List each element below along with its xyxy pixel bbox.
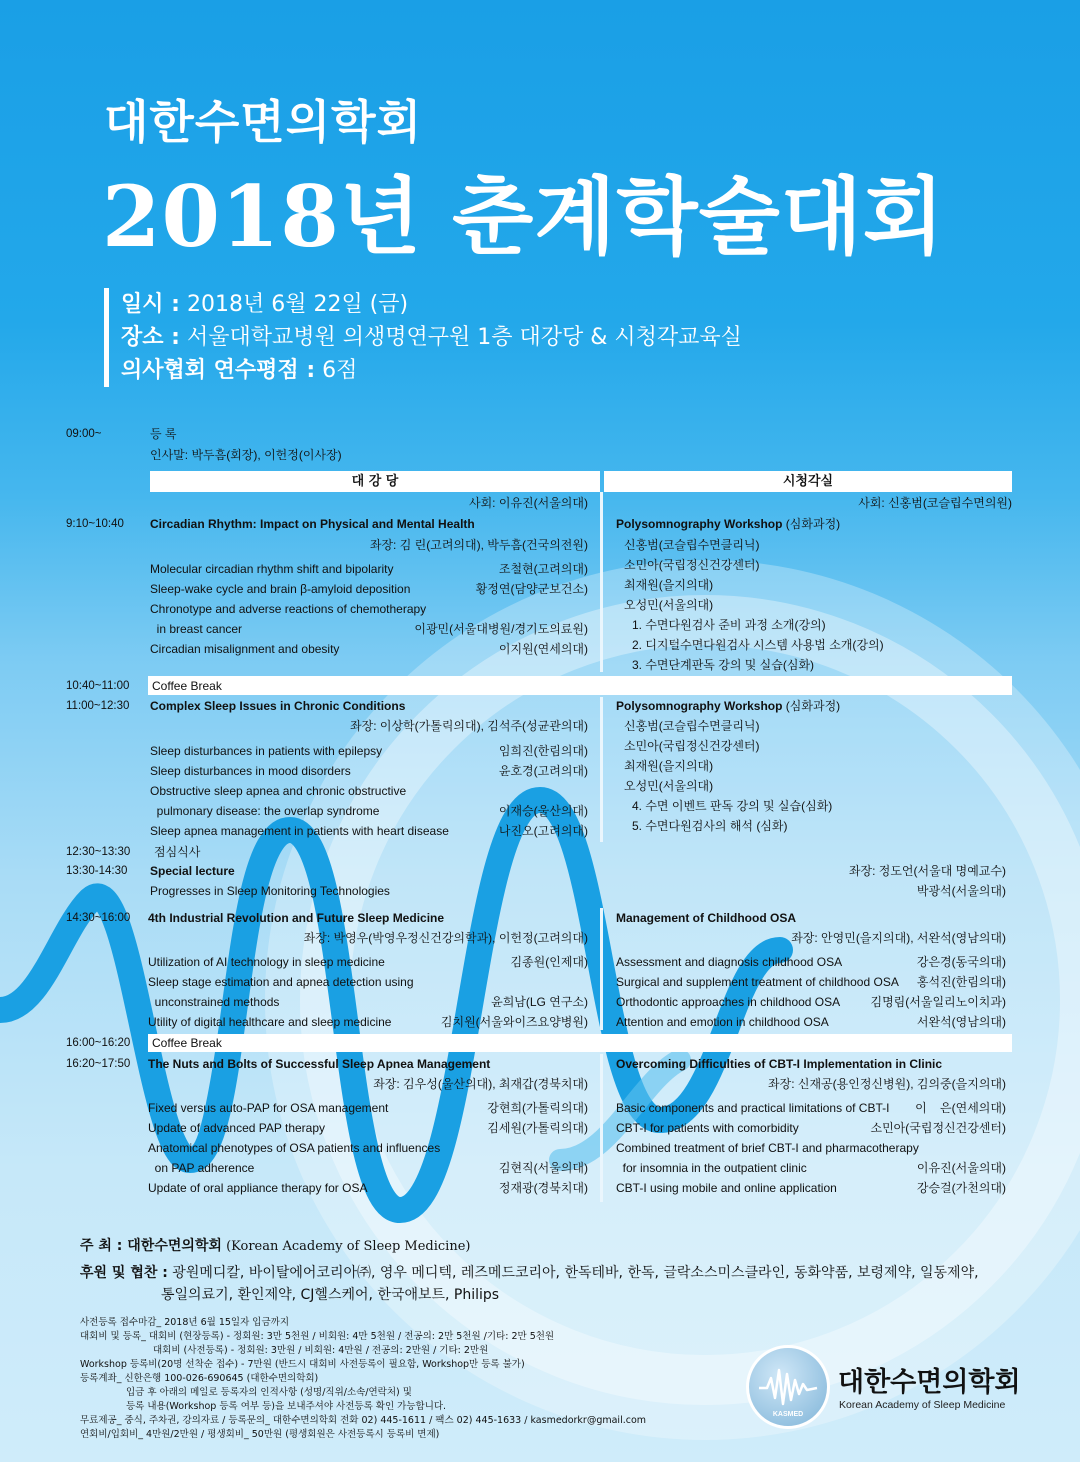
s1-talk: Chronotype and adverse reactions of chemotherapy [150,602,427,616]
s4-talk: on PAP adherence [148,1161,255,1175]
s4-av-speaker: 이유진(서울의대) [916,1161,1006,1175]
s2-talk: pulmonary disease: the overlap syndrome [150,804,380,818]
lunch-label: 점심식사 [154,845,201,859]
s4-av-speaker: 강승걸(가천의대) [916,1181,1006,1195]
s1-title: Circadian Rhythm: Impact on Physical and Mental Health [150,517,475,531]
wave-icon [749,1348,827,1426]
s4-talk: Update of oral appliance therapy for OSA [148,1181,368,1195]
s3-title: 4th Industrial Revolution and Future Sleep Medicine [148,911,445,925]
note: Workshop 등록비(20명 선착순 접수) - 7만원 (반드시 대회비 사전등록이 필요함, Workshop만 등록 불가) [80,1359,525,1370]
org-title: 대한수면의학회 [104,95,423,149]
note: 대회비 (사전등록) - 정회원: 3만원 / 비회원: 4만원 / 전공의: 2만원 / 기타: 2만원 [153,1345,489,1356]
ws2-title: Polysomnography Workshop (심화과정) [616,699,841,713]
s3-av-talk: Assessment and diagnosis childhood OSA [616,955,843,969]
greeting: 인사말: 박두흠(회장), 이헌정(이사장) [150,448,342,462]
special-time: 13:30-14:30 [66,865,128,877]
credit-label: 의사협회 연수평점 : [121,358,316,383]
s3-talk: Sleep stage estimation and apnea detection using [148,975,414,989]
ws1-line: 최재원(을지의대) [624,578,714,592]
s3-speaker: 김종원(인제대) [510,955,588,969]
break2-time: 16:00~16:20 [66,1037,131,1049]
ws1-line: 소민아(국립정신건강센터) [624,558,760,572]
s4-av-talk: Basic components and practical limitations of CBT-I [616,1101,890,1115]
s4-av-speaker: 소민아(국립정신건강센터) [870,1121,1006,1135]
s2-time: 11:00~12:30 [66,700,130,712]
special-title: Special lecture [150,864,235,878]
s4-talk: Anatomical phenotypes of OSA patients and influences [148,1141,441,1155]
host-main: 사회: 이유진(서울의대) [469,496,588,510]
svg-text:KASMED: KASMED [772,1411,804,1418]
place-value: 서울대학교병원 의생명연구원 1층 대강당 & 시청각교육실 [186,325,742,350]
col-main-hall: 대 강 당 [150,471,600,492]
s4-speaker: 정재광(경북치대) [498,1181,588,1195]
s1-speaker: 조철현(고려의대) [498,562,588,576]
col-divider [600,697,603,842]
s1-talk: Molecular circadian rhythm shift and bipolarity [150,562,394,576]
s4-av-talk: for insomnia in the outpatient clinic [616,1161,807,1175]
special-talk: Progresses in Sleep Monitoring Technologies [150,884,390,898]
note: 무료제공_ 중식, 주차권, 강의자료 / 등록문의_ 대한수면의학회 전화 02) 445-1611 / 팩스 02) 445-1633 / kasmedorkr@gmail.com [80,1415,647,1426]
s4-speaker: 김현직(서울의대) [498,1161,588,1175]
s3-speaker: 김치원(서울와이즈요양병원) [440,1015,588,1029]
s2-speaker: 임희진(한림의대) [498,744,588,758]
sponsor-line [80,1262,979,1284]
ws2-line: 오성민(서울의대) [624,779,714,793]
host-av: 사회: 신홍범(코슬립수면의원) [858,496,1012,510]
host-en: (Korean Academy of Sleep Medicine) [221,1239,471,1254]
event-info [104,288,742,387]
place-label: 장소 : [121,325,180,350]
special-speaker: 박광석(서울의대) [916,884,1006,898]
s2-title: Complex Sleep Issues in Chronic Conditions [150,699,406,713]
s3-av-speaker: 강은경(동국의대) [916,955,1006,969]
s1-chair: 좌장: 김 린(고려의대), 박두흠(건국의전원) [369,538,588,552]
s3-av-speaker: 김명림(서울일리노이치과) [870,995,1006,1009]
s2-talk: Obstructive sleep apnea and chronic obstructive [150,784,407,798]
host-label: 주 최 : 대한수면의학회 [80,1238,222,1254]
ws1-title: Polysomnography Workshop (심화과정) [616,517,841,531]
s4-av-talk: CBT-I for patients with comorbidity [616,1121,799,1135]
note: 등록 내용(Workshop 등록 여부 등)을 보내주셔야 사전등록 확인 가능합니다. [126,1401,447,1412]
date-value: 2018년 6월 22일 (금) [186,292,409,317]
credit-value: 6점 [322,358,358,383]
sponsor-list: 광원메디칼, 바이탈에어코리아㈜, 영우 메디텍, 레즈메드코리아, 한독테바, 한독, 글락소스미스클라인, 동화약품, 보령제약, 일동제약, [167,1265,979,1281]
note: 입금 후 아래의 메일로 등록자의 인적사항 (성명/직위/소속/연락처) 및 [126,1387,412,1398]
reg-time: 09:00~ [66,428,102,440]
ws2-line: 최재원(을지의대) [624,759,714,773]
s3-av-talk: Orthodontic approaches in childhood OSA [616,995,841,1009]
s4-talk: Fixed versus auto-PAP for OSA management [148,1101,389,1115]
s1-speaker: 이광민(서울대병원/경기도의료원) [414,622,588,636]
s4-av-speaker: 이 은(연세의대) [915,1101,1006,1115]
ws1-line: 오성민(서울의대) [624,598,714,612]
s2-talk: Sleep disturbances in mood disorders [150,764,351,778]
s3-time: 14:30~16:00 [66,912,131,924]
note: 사전등록 접수마감_ 2018년 6월 15일자 입금까지 [80,1317,289,1328]
logo-subtitle: Korean Academy of Sleep Medicine [839,1399,1006,1411]
logo-name: 대한수면의학회 [838,1367,1021,1398]
note: 대회비 및 등록_ 대회비 (현장등록) - 정회원: 3만 5천원 / 비회원: 4만 5천원 / 전공의: 2만 5천원 /기타: 2만 5천원 [80,1331,555,1342]
col-av-room: 시청각실 [604,471,1012,492]
s4-chair: 좌장: 김우성(울산의대), 최재갑(경북치대) [373,1077,588,1091]
ws2-line: 5. 수면다원검사의 해석 (심화) [632,819,788,833]
s2-speaker: 윤호경(고려의대) [498,764,588,778]
lunch-time: 12:30~13:30 [66,846,131,858]
s3-av-title: Management of Childhood OSA [616,911,796,925]
host-line [80,1235,470,1258]
break1-label: Coffee Break [152,679,222,693]
s3-av-speaker: 서완석(영남의대) [916,1015,1006,1029]
s2-talk: Sleep disturbances in patients with epilepsy [150,744,383,758]
ws1-line: 1. 수면다원검사 준비 과정 소개(강의) [632,618,826,632]
s3-av-talk: Surgical and supplement treatment of childhood OSA [616,975,899,989]
break2-label: Coffee Break [152,1036,222,1050]
note: 연회비/입회비_ 4만원/2만원 / 평생회비_ 50만원 (평생회원은 사전등록시 등록비 면제) [80,1429,440,1440]
s4-av-title: Overcoming Difficulties of CBT-I Implementation in Clinic [616,1057,943,1071]
s2-chair: 좌장: 이상학(가톨릭의대), 김석주(성균관의대) [350,719,588,733]
sponsor-list-2: 통일의료기, 환인제약, CJ헬스케어, 한국애보트, Philips [161,1287,500,1303]
break2-bar [148,1034,1012,1052]
s4-speaker: 김세원(가톨릭의대) [487,1121,588,1135]
s3-talk: unconstrained methods [148,995,280,1009]
date-label: 일시 : [121,292,180,317]
ws1-line: 2. 디지털수면다원검사 시스템 사용법 소개(강의) [632,638,884,652]
s4-av-chair: 좌장: 신재공(용인정신병원), 김의중(을지의대) [768,1077,1006,1091]
s3-chair: 좌장: 박영우(박영우정신건강의학과), 이헌정(고려의대) [303,931,588,945]
break1-bar [148,676,1012,695]
s1-talk: Circadian misalignment and obesity [150,642,340,656]
s2-speaker: 이재승(울산의대) [498,804,588,818]
s1-speaker: 이지원(연세의대) [498,642,588,656]
s4-speaker: 강현희(가톨릭의대) [487,1101,588,1115]
kasmed-logo-icon [746,1345,830,1429]
s4-talk: Update of advanced PAP therapy [148,1121,326,1135]
ws1-line: 신홍범(코슬립수면클리닉) [624,538,760,552]
col-divider [600,492,603,672]
reg-label: 등 록 [150,427,177,441]
s4-av-talk: Combined treatment of brief CBT-I and pharmacotherapy [616,1141,919,1155]
ws2-line: 소민아(국립정신건강센터) [624,739,760,753]
s2-talk: Sleep apnea management in patients with heart disease [150,824,449,838]
sponsor-label: 후원 및 협찬 : [80,1265,168,1281]
s3-av-speaker: 홍석진(한림의대) [916,975,1006,989]
s1-time: 9:10~10:40 [66,518,124,530]
s4-time: 16:20~17:50 [66,1058,131,1070]
break1-time: 10:40~11:00 [66,680,130,692]
s1-speaker: 황정연(담양군보건소) [475,582,588,596]
event-title: 2018년 춘계학술대회 [102,167,946,266]
s3-av-talk: Attention and emotion in childhood OSA [616,1015,829,1029]
ws2-line: 신홍범(코슬립수면클리닉) [624,719,760,733]
col-divider [600,1054,603,1202]
s3-av-chair: 좌장: 안영민(을지의대), 서완석(영남의대) [791,931,1006,945]
s1-talk: Sleep-wake cycle and brain β-amyloid deposition [150,582,411,596]
s3-talk: Utilization of AI technology in sleep medicine [148,955,385,969]
s3-speaker: 윤희남(LG 연구소) [491,995,588,1009]
ws1-line: 3. 수면단계판독 강의 및 실습(심화) [632,658,815,672]
col-divider [600,908,603,1030]
s2-speaker: 나진오(고려의대) [498,824,588,838]
s1-talk: in breast cancer [150,622,243,636]
s3-talk: Utility of digital healthcare and sleep medicine [148,1015,392,1029]
special-chair: 좌장: 정도언(서울대 명예교수) [848,864,1006,878]
ws2-line: 4. 수면 이벤트 판독 강의 및 실습(심화) [632,799,833,813]
note: 등록계좌_ 신한은행 100-026-690645 (대한수면의학회) [80,1373,319,1384]
s4-title: The Nuts and Bolts of Successful Sleep Apnea Management [148,1057,491,1071]
s4-av-talk: CBT-I using mobile and online application [616,1181,837,1195]
